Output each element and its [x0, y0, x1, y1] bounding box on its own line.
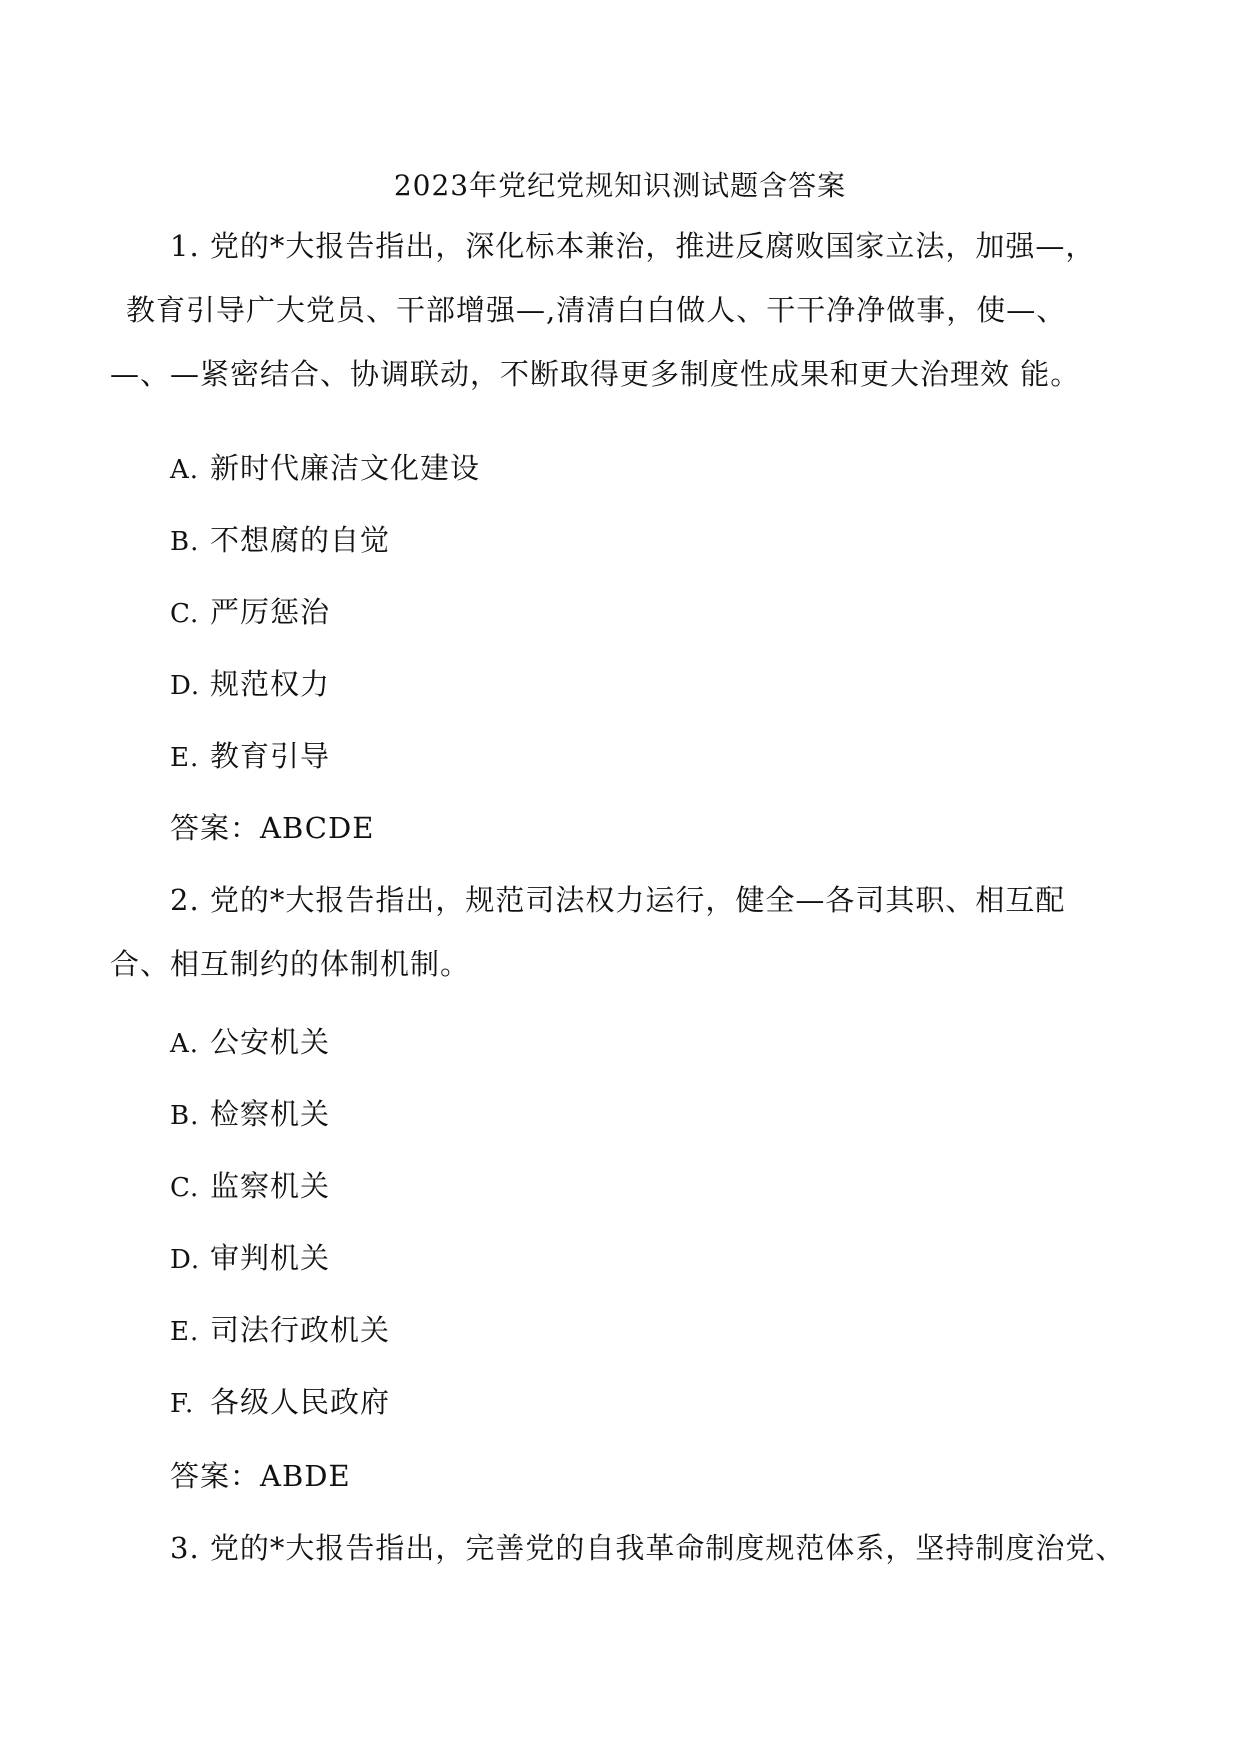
- option-letter: F.: [170, 1389, 195, 1419]
- option-letter: A.: [170, 455, 200, 485]
- question-1-line-1: 1. 党的*大报告指出，深化标本兼治，推进反腐败国家立法，加强—，: [170, 229, 1096, 263]
- question-2-answer: 答案：ABDE: [170, 1459, 351, 1493]
- option-letter: C.: [170, 599, 200, 629]
- option-letter: B.: [170, 527, 200, 557]
- question-1-option-c: [170, 590, 330, 631]
- question-2-line-1: 2. 党的*大报告指出，规范司法权力运行，健全—各司其职、相互配: [170, 883, 1066, 917]
- option-text: 各级人民政府: [210, 1385, 391, 1419]
- question-2-line-2: 合、相互制约的体制机制。: [110, 947, 471, 981]
- question-2-option-f: [170, 1380, 390, 1421]
- option-text: 新时代廉洁文化建设: [210, 451, 481, 485]
- option-letter: E.: [170, 743, 200, 773]
- option-letter: D.: [170, 671, 201, 701]
- option-text: 教育引导: [210, 739, 331, 773]
- question-1-option-b: [170, 518, 390, 559]
- option-text: 司法行政机关: [210, 1313, 391, 1347]
- question-2-option-d: [170, 1236, 330, 1277]
- question-1-option-e: [170, 734, 330, 775]
- option-letter: A.: [170, 1029, 200, 1059]
- option-text: 监察机关: [210, 1169, 331, 1203]
- question-2-option-e: [170, 1308, 390, 1349]
- option-text: 检察机关: [210, 1097, 331, 1131]
- question-3-line-1: 3. 党的*大报告指出，完善党的自我革命制度规范体系，坚持制度治党、: [170, 1531, 1126, 1565]
- option-letter: B.: [170, 1101, 200, 1131]
- question-1-answer: 答案：ABCDE: [170, 811, 375, 845]
- option-text: 审判机关: [210, 1241, 331, 1275]
- option-letter: D.: [170, 1245, 201, 1275]
- option-text: 严厉惩治: [210, 595, 331, 629]
- option-text: 规范权力: [210, 667, 331, 701]
- question-2-option-c: [170, 1164, 330, 1205]
- option-letter: E.: [170, 1317, 200, 1347]
- question-1-line-3: —、—紧密结合、协调联动，不断取得更多制度性成果和更大治理效 能。: [110, 357, 1081, 391]
- question-1-option-d: [170, 662, 330, 703]
- option-text: 不想腐的自觉: [210, 523, 391, 557]
- question-2-option-b: [170, 1092, 330, 1133]
- question-1-option-a: [170, 446, 480, 487]
- document-title: 2023年党纪党规知识测试题含答案: [393, 169, 847, 202]
- option-text: 公安机关: [210, 1025, 331, 1059]
- option-letter: C.: [170, 1173, 200, 1203]
- question-2-option-a: [170, 1020, 330, 1061]
- question-1-line-2: 教育引导广大党员、干部增强—,清清白白做人、干干净净做事，使—、: [126, 293, 1067, 327]
